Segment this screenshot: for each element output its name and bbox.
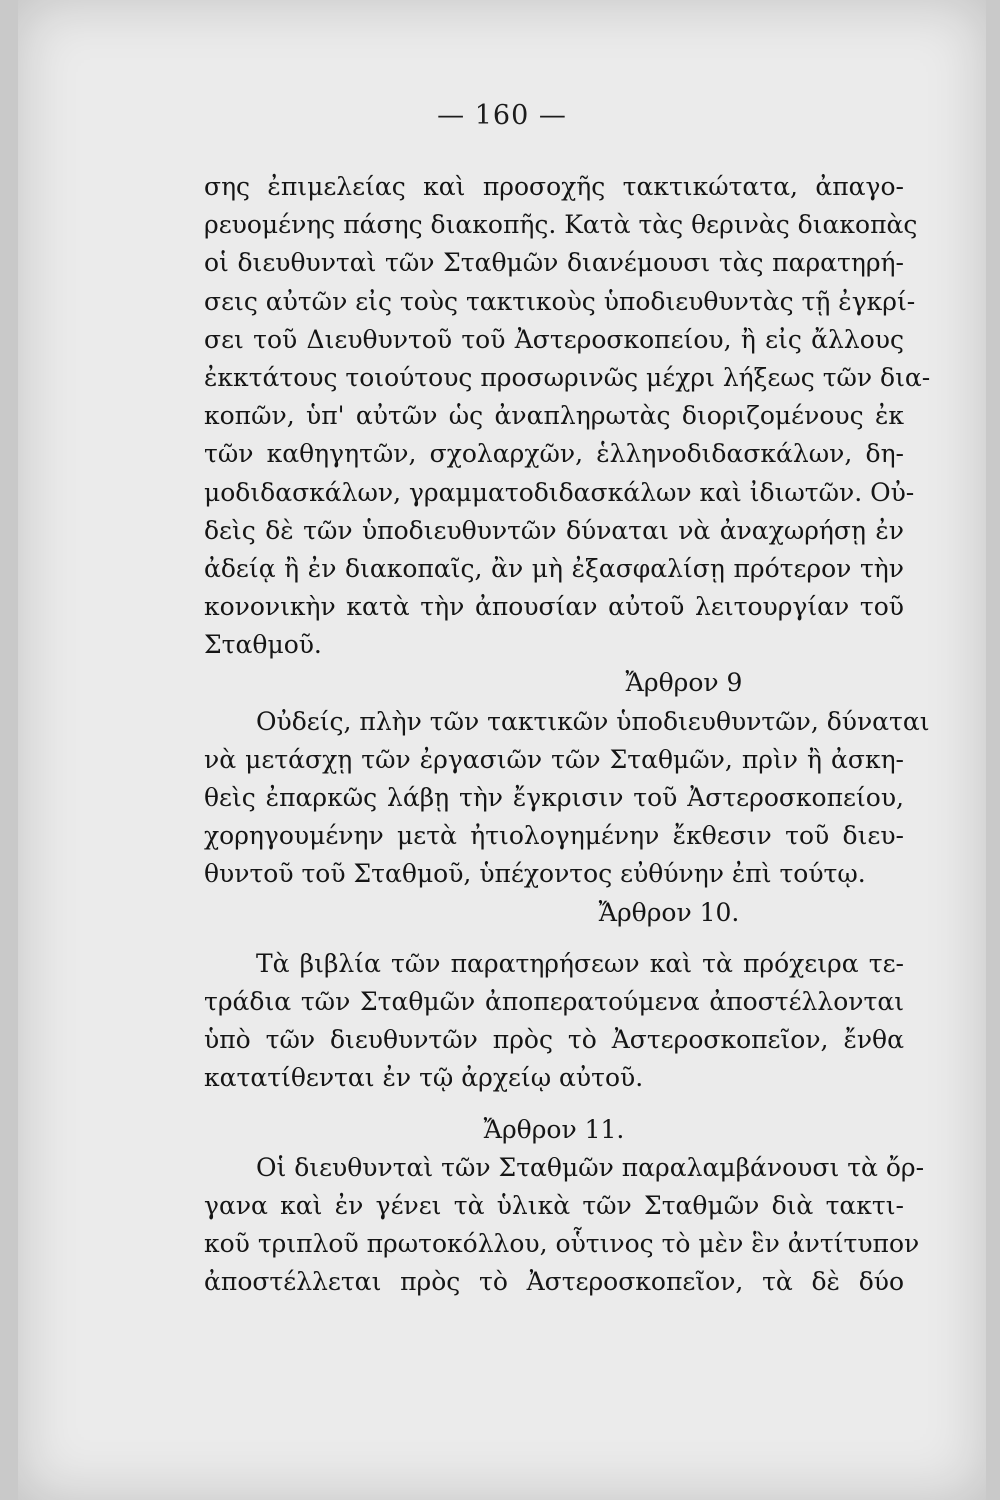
text-line: οἱ διευθυνταὶ τῶν Σταθμῶν διανέμουσι τὰς παρατηρή- <box>204 248 904 278</box>
text-line: χορηγουμένην μετὰ ἠτιολογημένην ἔκθεσιν τοῦ διευ- <box>204 821 904 851</box>
book-page <box>18 0 986 1500</box>
text-line: κοῦ τριπλοῦ πρωτοκόλλου, οὗτινος τὸ μὲν ἓν ἀντίτυπον <box>204 1229 920 1259</box>
text-line: μοδιδασκάλων, γραμματοδιδασκάλων καὶ ἰδιωτῶν. Οὐ- <box>204 477 915 507</box>
text-line: ὑπὸ τῶν διευθυντῶν πρὸς τὸ Ἀστεροσκοπεῖον, ἔνθα <box>204 1025 904 1055</box>
text-line: κοπῶν, ὑπ' αὐτῶν ὡς ἀναπληρωτὰς διοριζομένους ἐκ <box>204 401 904 431</box>
text-line: σεις αὐτῶν εἰς τοὺς τακτικοὺς ὑποδιευθυντὰς τῇ ἐγκρί- <box>204 286 916 316</box>
text-line: δεὶς δὲ τῶν ὑποδιευθυντῶν δύναται νὰ ἀναχωρήσῃ ἐν <box>204 515 904 545</box>
text-line: σης ἐπιμελείας καὶ προσοχῆς τακτικώτατα, ἀπαγο- <box>204 172 904 201</box>
text-line: ἀποστέλλεται πρὸς τὸ Ἀστεροσκοπεῖον, τὰ δὲ δύο <box>204 1267 904 1297</box>
text-line: γανα καὶ ἐν γένει τὰ ὑλικὰ τῶν Σταθμῶν διὰ τακτι- <box>204 1190 904 1220</box>
article-heading-10: Ἄρθρον 10. <box>598 897 740 927</box>
text-line: Σταθμοῦ. <box>204 630 322 660</box>
text-line: θυντοῦ τοῦ Σταθμοῦ, ὑπέχοντος εὐθύνην ἐπὶ τούτῳ. <box>204 859 866 889</box>
body-text <box>204 168 931 1301</box>
spacer <box>204 932 904 945</box>
article-heading-9: Ἄρθρον 9 <box>625 668 743 698</box>
text-line: τῶν καθηγητῶν, σχολαρχῶν, ἑλληνοδιδασκάλων, δη- <box>204 439 904 469</box>
text-line: τράδια τῶν Σταθμῶν ἀποπερατούμενα ἀποστέλλονται <box>204 986 904 1016</box>
text-line: κονονικὴν κατὰ τὴν ἀπουσίαν αὐτοῦ λειτουργίαν τοῦ <box>204 592 904 622</box>
text-line: ἀδείᾳ ἢ ἐν διακοπαῖς, ἂν μὴ ἐξασφαλίσῃ πρότερον τὴν <box>204 553 904 583</box>
text-line: Οἱ διευθυνταὶ τῶν Σταθμῶν παραλαμβάνουσι τὰ ὄρ- <box>256 1152 925 1182</box>
text-line: ἐκκτάτους τοιούτους προσωρινῶς μέχρι λήξεως τῶν δια- <box>204 362 931 392</box>
text-line: Οὐδείς, πλὴν τῶν τακτικῶν ὑποδιευθυντῶν, δύναται <box>256 706 930 736</box>
text-line: κατατίθενται ἐν τῷ ἀρχείῳ αὐτοῦ. <box>204 1063 644 1093</box>
spacer <box>204 1098 904 1111</box>
text-line: νὰ μετάσχῃ τῶν ἐργασιῶν τῶν Σταθμῶν, πρὶν ἢ ἀσκη- <box>204 744 904 774</box>
article-heading-11: Ἄρθρον 11. <box>483 1114 625 1144</box>
text-line: σει τοῦ Διευθυντοῦ τοῦ Ἀστεροσκοπείου, ἢ εἰς ἄλλους <box>204 324 904 354</box>
text-line: θεὶς ἐπαρκῶς λάβῃ τὴν ἔγκρισιν τοῦ Ἀστεροσκοπείου, <box>204 783 904 812</box>
text-line: ρευομένης πάσης διακοπῆς. Κατὰ τὰς θερινὰς διακοπὰς <box>204 210 918 240</box>
text-line: Τὰ βιβλία τῶν παρατηρήσεων καὶ τὰ πρόχειρα τε- <box>256 948 904 978</box>
page-number: — 160 — <box>437 100 567 131</box>
